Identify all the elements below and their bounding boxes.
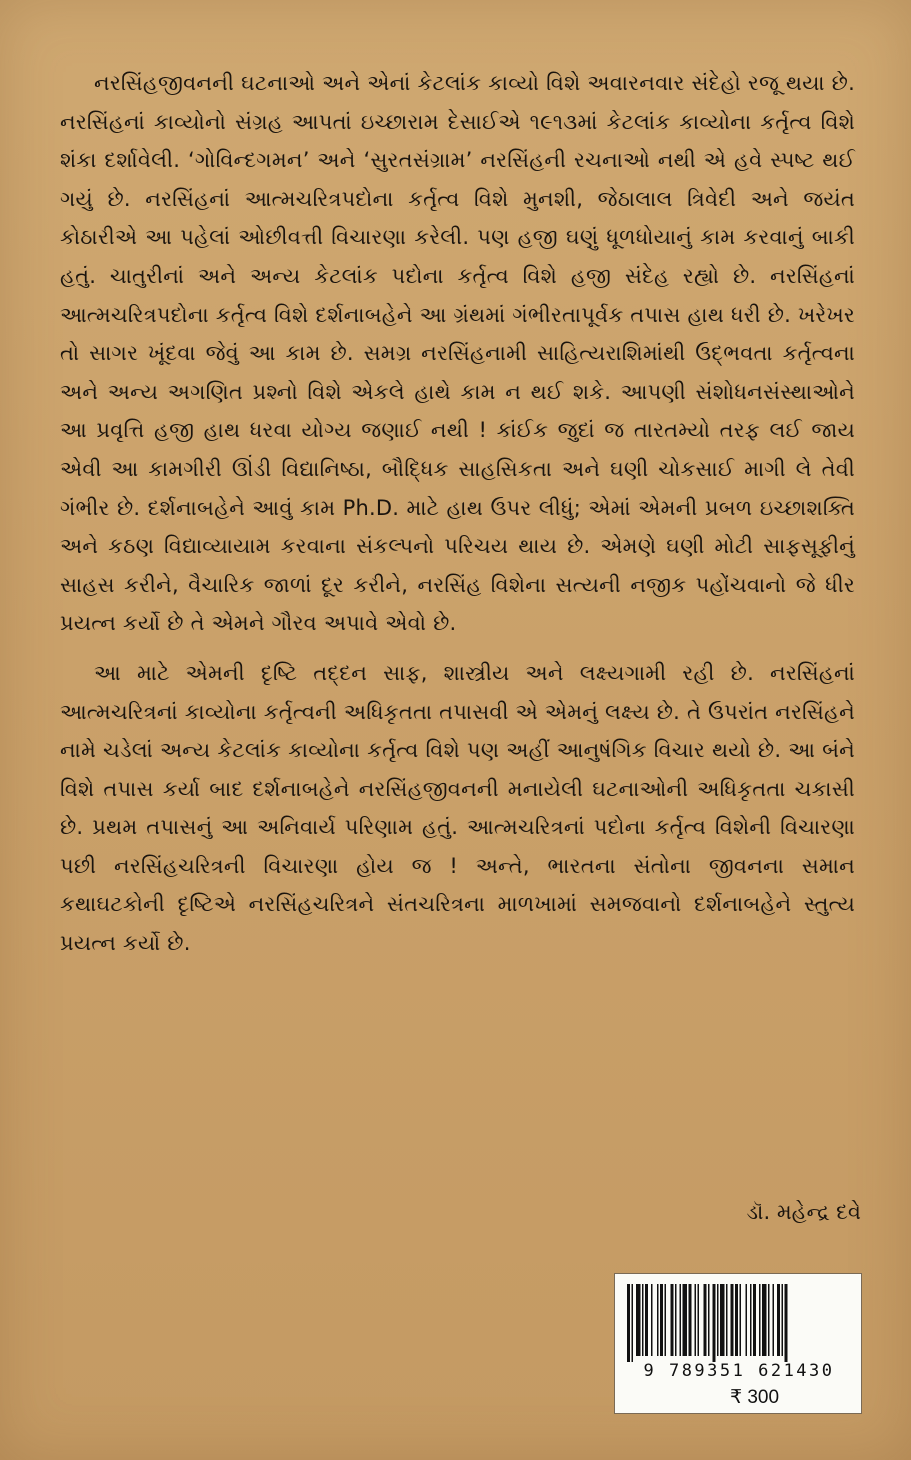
isbn-number: 9 789351 621430 <box>643 1361 835 1381</box>
blurb-text <box>60 64 855 963</box>
author-signature: ડૉ. મહેન્દ્ર દવે <box>746 1200 861 1224</box>
paragraph-2: આ માટે એમની દૃષ્ટિ તદ્દન સાફ, શાસ્ત્રીય અને લક્ષ્યગામી રહી છે. નરસિંહનાં આત્મચરિત્રનાં કાવ્યોના કર્તૃત્વની અધિકૃતતા તપાસવી એ એમનું લક્ષ્ય છે. તે ઉપરાંત નરસિંહને નામે ચડેલાં અન્ય કેટલાંક કાવ્યોના કર્તૃત્વ વિશે પણ અહીં આનુષંગિક વિચાર થયો છે. આ બંને વિશે તપાસ કર્યા બાદ દર્શનાબહેને નરસિંહજીવનની મનાયેલી ઘટનાઓની અધિકૃતતા ચકાસી છે. પ્રથમ તપાસનું આ અનિવાર્ય પરિણામ હતું. આત્મચરિત્રનાં પદોના કર્તૃત્વ વિશેની વિચારણા પછી નરસિંહચરિત્રની વિચારણા હોય જ ! અન્તે, ભારતના સંતોના જીવનના સમાન કથાઘટકોની દૃષ્ટિએ નરસિંહચરિત્રને સંતચરિત્રના માળખામાં સમજવાનો દર્શનાબહેને સ્તુત્ય પ્રયત્ન કર્યો છે. <box>60 660 855 956</box>
barcode-icon <box>625 1284 851 1362</box>
paragraph-1: નરસિંહજીવનની ઘટનાઓ અને એનાં કેટલાંક કાવ્યો વિશે અવારનવાર સંદેહો રજૂ થયા છે. નરસિંહનાં કાવ્યોનો સંગ્રહ આપતાં ઇચ્છારામ દેસાઈએ ૧૯૧૩માં કેટલાંક કાવ્યોના કર્તૃત્વ વિશે શંકા દર્શાવેલી. ‘ગોવિન્દગમન’ અને ‘સુરતસંગ્રામ’ નરસિંહની રચનાઓ નથી એ હવે સ્પષ્ટ થઈ ગયું છે. નરસિંહનાં આત્મચરિત્રપદોના કર્તૃત્વ વિશે મુનશી, જેઠાલાલ ત્રિવેદી અને જયંત કોઠારીએ આ પહેલાં ઓછીવત્તી વિચારણા કરેલી. પણ હજી ઘણું ધૂળધોયાનું કામ કરવાનું બાકી હતું. ચાતુરીનાં અને અન્ય કેટલાંક પદોના કર્તૃત્વ વિશે હજી સંદેહ રહ્યો છે. નરસિંહનાં આત્મચરિત્રપદોના કર્તૃત્વ વિશે દર્શનાબહેને આ ગ્રંથમાં ગંભીરતાપૂર્વક તપાસ હાથ ધરી છે. ખરેખર તો સાગર ખૂંદવા જેવું આ કામ છે. સમગ્ર નરસિંહનામી સાહિત્યરાશિમાંથી ઉદ્‌ભવતા કર્તૃત્વના અને અન્ય અગણિત પ્રશ્નો વિશે એકલે હાથે કામ ન થઈ શકે. આપણી સંશોધનસંસ્થાઓને આ પ્રવૃત્તિ હજી હાથ ધરવા યોગ્ય જણાઈ નથી ! કાંઈક જુદાં જ તારતમ્યો તરફ લઈ જાય એવી આ કામગીરી ઊંડી વિદ્યાનિષ્ઠા, બૌદ્ધિક સાહસિકતા અને ઘણી ચોકસાઈ માગી લે તેવી ગંભીર છે. દર્શનાબહેને આવું કામ Ph.D. માટે હાથ ઉપર લીધું; એમાં એમની પ્રબળ ઇચ્છાશક્તિ અને કઠણ વિદ્યાવ્યાયામ કરવાના સંકલ્પનો પરિચય થાય છે. એમણે ઘણી મોટી સાફસૂફીનું સાહસ કરીને, વૈચારિક જાળાં દૂર કરીને, નરસિંહ વિશેના સત્યની નજીક પહોંચવાનો જે ધીર પ્રયત્ન કર્યો છે તે એમને ગૌરવ અપાવે એવો છે. <box>60 71 855 636</box>
price-label: ₹ 300 <box>730 1387 780 1408</box>
barcode-label <box>614 1273 862 1414</box>
